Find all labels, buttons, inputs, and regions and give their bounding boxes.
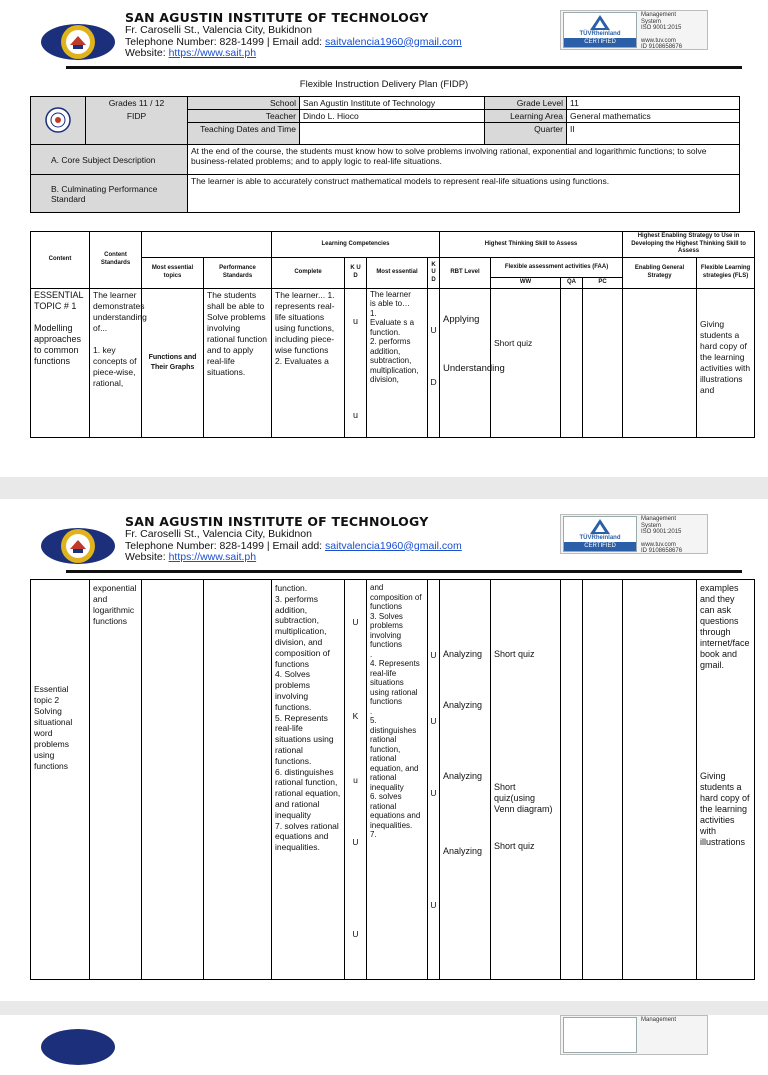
header-rule-2 (66, 570, 742, 573)
core-subject-text: At the end of the course, the students must know how to solve problems involving rational, exponential and logarithmic functions; to solve business-related problems; and to apply logic to real-life situations. (188, 145, 740, 175)
row2-kud-1: U K u U U (345, 580, 367, 980)
fidp-matrix-table (30, 231, 755, 438)
col-ww: WW (491, 278, 561, 289)
tuv-logo (563, 12, 637, 48)
row2-complete: function. 3. performs addition, subtraction, multiplication, division, and composition of functions 4. Solves problems involving functions. 5. Represents real-life situations using rational functions. 6. distinguishes rational function, rational equation, and rational inequality 7. solves rational equations and inequalities. (272, 580, 345, 980)
row2-qa (561, 580, 583, 980)
col-faa: Flexible assessment activities (FAA) (491, 258, 623, 278)
contact-line: Telephone Number: 828-1499 | Email add: saitvalencia1960@gmail.com (125, 539, 462, 552)
row1-pc (583, 288, 623, 437)
letterhead (0, 10, 768, 72)
row1-topic: Functions and Their Graphs (142, 288, 204, 437)
teacher-label: Teacher (188, 110, 300, 123)
cert-details: Management System ISO 9001:2015 www.tuv.com ID 9108658676 (641, 12, 683, 50)
fidp-matrix-table-continued (30, 579, 755, 980)
col-fls: Flexible Learning strategies (FLS) (697, 258, 755, 289)
row1-performance: The students shall be able to Solve problems involving rational function and to apply real-life situations. (204, 288, 272, 437)
fidp-label: FIDP (86, 110, 188, 123)
institution-name: SAN AGUSTIN INSTITUTE OF TECHNOLOGY (125, 514, 429, 529)
institution-name: SAN AGUSTIN INSTITUTE OF TECHNOLOGY (125, 10, 429, 25)
deped-seal-cell (31, 97, 86, 145)
row2-fls: examples and they can ask questions through internet/face book and gmail. Giving students a hard copy of the learning activities with illustrations (697, 580, 755, 980)
website-link[interactable]: https://www.sait.ph (168, 47, 257, 59)
row1-ww: Short quiz (491, 288, 561, 437)
grade-level-value: 11 (567, 97, 740, 110)
website-line: Website: https://www.sait.ph (125, 47, 257, 59)
row2-performance (204, 580, 272, 980)
document-title: Flexible Instruction Delivery Plan (FIDP) (299, 79, 469, 90)
col-learning-competencies: Learning Competencies (272, 232, 440, 258)
row2-content: Essential topic 2 Solving situational word problems using functions (31, 580, 90, 980)
row2-content-standard: exponential and logarithmic functions (90, 580, 142, 980)
school-seal-icon (40, 1019, 116, 1075)
letterhead-2 (0, 514, 768, 576)
col-kud-1: K U D (345, 258, 367, 289)
col-content-standards: Content Standards (90, 232, 142, 289)
culminating-label: B. Culminating Performance Standard (31, 175, 188, 213)
grade-level-label: Grade Level (485, 97, 567, 110)
row1-enabling (623, 288, 697, 437)
fidp-info-table (30, 96, 740, 213)
row1-content-standard: The learner demonstrates understanding of... 1. key concepts of piece-wise, rational, (90, 288, 142, 437)
iso-certification-badge (560, 10, 708, 50)
row2-pc (583, 580, 623, 980)
row1-kud-2: U D (428, 288, 440, 437)
row1-rbt: Applying Understanding (440, 288, 491, 437)
col-content: Content (31, 232, 90, 289)
row2-rbt: Analyzing Analyzing Analyzing Analyzing (440, 580, 491, 980)
col-pc: PC (583, 278, 623, 289)
col-rbt-level: RBT Level (440, 258, 491, 289)
email-link[interactable]: saitvalencia1960@gmail.com (325, 35, 462, 48)
address: Fr. Caroselli St., Valencia City, Bukidnon (125, 24, 312, 36)
school-value: San Agustin Institute of Technology (300, 97, 485, 110)
page-3-letterhead-partial (0, 1015, 768, 1024)
tuv-triangle-icon (564, 14, 636, 32)
learning-area-value: General mathematics (567, 110, 740, 123)
row2-ww: Short quiz Short quiz(using Venn diagram) Short quiz (491, 580, 561, 980)
page-gap-1 (0, 477, 768, 499)
tuv-logo (563, 516, 637, 552)
col-complete: Complete (272, 258, 345, 289)
address: Fr. Caroselli St., Valencia City, Bukidnon (125, 528, 312, 540)
culminating-text: The learner is able to accurately construct mathematical models to represent real-life situations using functions. (188, 175, 740, 213)
col-performance-standards: Performance Standards (204, 258, 272, 289)
row1-complete: The learner... 1. represents real-life situations using functions, including piece-wise functions 2. Evaluates a (272, 288, 345, 437)
col-most-essential: Most essential (367, 258, 428, 289)
iso-certification-badge: Management (560, 1015, 708, 1055)
institution-block (125, 514, 565, 564)
page-gap-2 (0, 1001, 768, 1015)
school-label: School (188, 97, 300, 110)
contact-line: Telephone Number: 828-1499 | Email add: saitvalencia1960@gmail.com (125, 35, 462, 48)
col-kud-2: K U D (428, 258, 440, 289)
core-subject-label: A. Core Subject Description (31, 145, 188, 175)
cert-badge-label: CERTIFIED (564, 38, 636, 47)
dates-label: Teaching Dates and Time (188, 123, 300, 145)
quarter-label: Quarter (485, 123, 567, 145)
school-seal-icon (40, 518, 116, 574)
website-line: Website: https://www.sait.ph (125, 551, 257, 563)
row1-content: ESSENTIAL TOPIC # 1 Modelling approaches to common functions (31, 288, 90, 437)
row2-most-essential: and composition of functions 3. Solves problems involving functions . 4. Represents real-life situations using rational functions . 5. distinguishes rational function, rational equation, and rational inequality 6. solves rational equations and inequalities. 7. (367, 580, 428, 980)
col-qa: QA (561, 278, 583, 289)
col-enabling-general: Enabling General Strategy (623, 258, 697, 289)
dates-value (300, 123, 485, 145)
row2-topic (142, 580, 204, 980)
row1-most-essential: The learner is able to… 1. Evaluate s a function. 2. performs addition, subtraction, multiplication, division, (367, 288, 428, 437)
deped-seal-icon (45, 107, 71, 133)
iso-certification-badge (560, 514, 708, 554)
header-rule (66, 66, 742, 69)
teacher-value: Dindo L. Hioco (300, 110, 485, 123)
institution-block (125, 10, 565, 60)
row1-kud-1: u u (345, 288, 367, 437)
cert-badge-label: CERTIFIED (564, 542, 636, 551)
row1-fls: Giving students a hard copy of the learning activities with illustrations and (697, 288, 755, 437)
col-highest-thinking: Highest Thinking Skill to Assess (440, 232, 623, 258)
row2-enabling (623, 580, 697, 980)
cert-badge-text: TÜVRheinland (579, 31, 621, 37)
email-link[interactable]: saitvalencia1960@gmail.com (325, 539, 462, 552)
row2-kud-2: U U U U (428, 580, 440, 980)
col-highest-enabling: Highest Enabling Strategy to Use in Developing the Highest Thinking Skill to Assess (623, 232, 755, 258)
school-seal-icon (40, 14, 116, 70)
tuv-triangle-icon (564, 518, 636, 536)
cert-badge-text: TÜVRheinland (579, 535, 621, 541)
cert-details: Management System ISO 9001:2015 www.tuv.com ID 9108658676 (641, 516, 683, 554)
learning-area-label: Learning Area (485, 110, 567, 123)
website-link[interactable]: https://www.sait.ph (168, 551, 257, 563)
quarter-value: II (567, 123, 740, 145)
grade-label: Grades 11 / 12 (86, 97, 188, 110)
row1-qa (561, 288, 583, 437)
col-most-essential-topics: Most essential topics (142, 258, 204, 289)
